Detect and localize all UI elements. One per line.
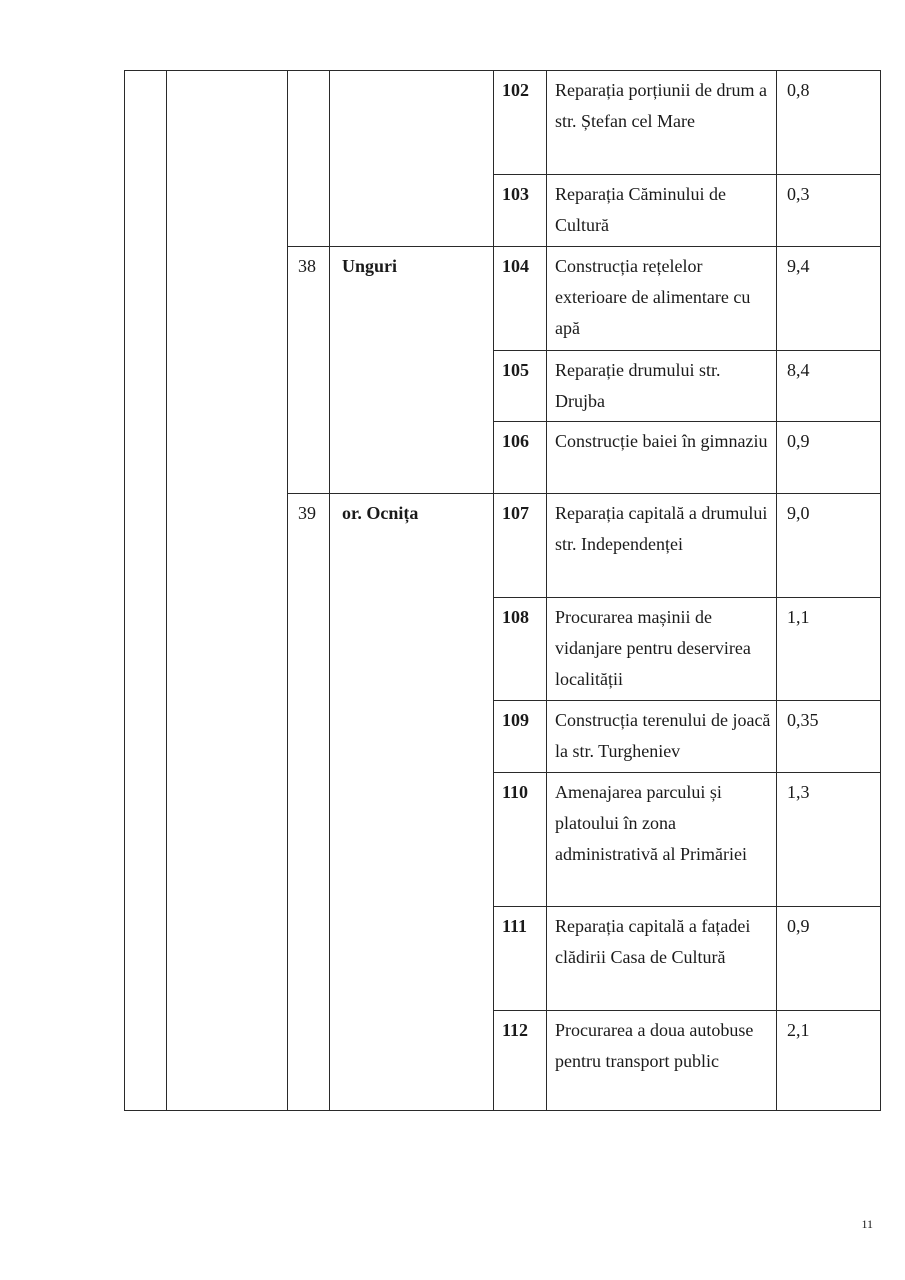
project-description: Reparație drumului str. Drujba — [547, 351, 777, 422]
project-description: Construcția rețelelor exterioare de alimentare cu apă — [547, 247, 777, 351]
project-description: Construcția terenului de joacă la str. Turgheniev — [547, 701, 777, 773]
investment-table — [124, 70, 881, 1111]
project-description: Reparația Căminului de Cultură — [547, 175, 777, 247]
project-value: 8,4 — [777, 351, 881, 422]
locality-index: 38 — [288, 247, 330, 494]
project-number: 106 — [494, 422, 547, 494]
project-description: Construcție baiei în gimnaziu — [547, 422, 777, 494]
locality-name-cell — [330, 71, 494, 247]
project-number: 112 — [494, 1011, 547, 1111]
project-value: 0,3 — [777, 175, 881, 247]
project-number: 104 — [494, 247, 547, 351]
project-value: 9,4 — [777, 247, 881, 351]
project-number: 110 — [494, 773, 547, 907]
project-number: 107 — [494, 494, 547, 598]
table-row — [125, 71, 881, 175]
project-value: 1,3 — [777, 773, 881, 907]
project-description: Reparația capitală a fațadei clădirii Casa de Cultură — [547, 907, 777, 1011]
locality-name: or. Ocnița — [330, 494, 494, 1111]
project-value: 1,1 — [777, 598, 881, 701]
project-description: Procurarea mașinii de vidanjare pentru deservirea localității — [547, 598, 777, 701]
project-number: 108 — [494, 598, 547, 701]
project-value: 0,9 — [777, 907, 881, 1011]
locality-index-cell — [288, 71, 330, 247]
locality-index: 39 — [288, 494, 330, 1111]
project-number: 105 — [494, 351, 547, 422]
project-number: 102 — [494, 71, 547, 175]
project-number: 103 — [494, 175, 547, 247]
project-description: Reparația capitală a drumului str. Independenței — [547, 494, 777, 598]
project-value: 0,8 — [777, 71, 881, 175]
page-number: 11 — [861, 1217, 873, 1231]
project-description: Procurarea a doua autobuse pentru transport public — [547, 1011, 777, 1111]
project-value: 0,35 — [777, 701, 881, 773]
project-description: Reparația porțiunii de drum a str. Ștefan cel Mare — [547, 71, 777, 175]
project-number: 109 — [494, 701, 547, 773]
blank-col-1 — [125, 71, 167, 1111]
project-value: 2,1 — [777, 1011, 881, 1111]
project-description: Amenajarea parcului și platoului în zona administrativă al Primăriei — [547, 773, 777, 907]
project-number: 111 — [494, 907, 547, 1011]
blank-col-2 — [167, 71, 288, 1111]
locality-name: Unguri — [330, 247, 494, 494]
project-value: 0,9 — [777, 422, 881, 494]
project-value: 9,0 — [777, 494, 881, 598]
